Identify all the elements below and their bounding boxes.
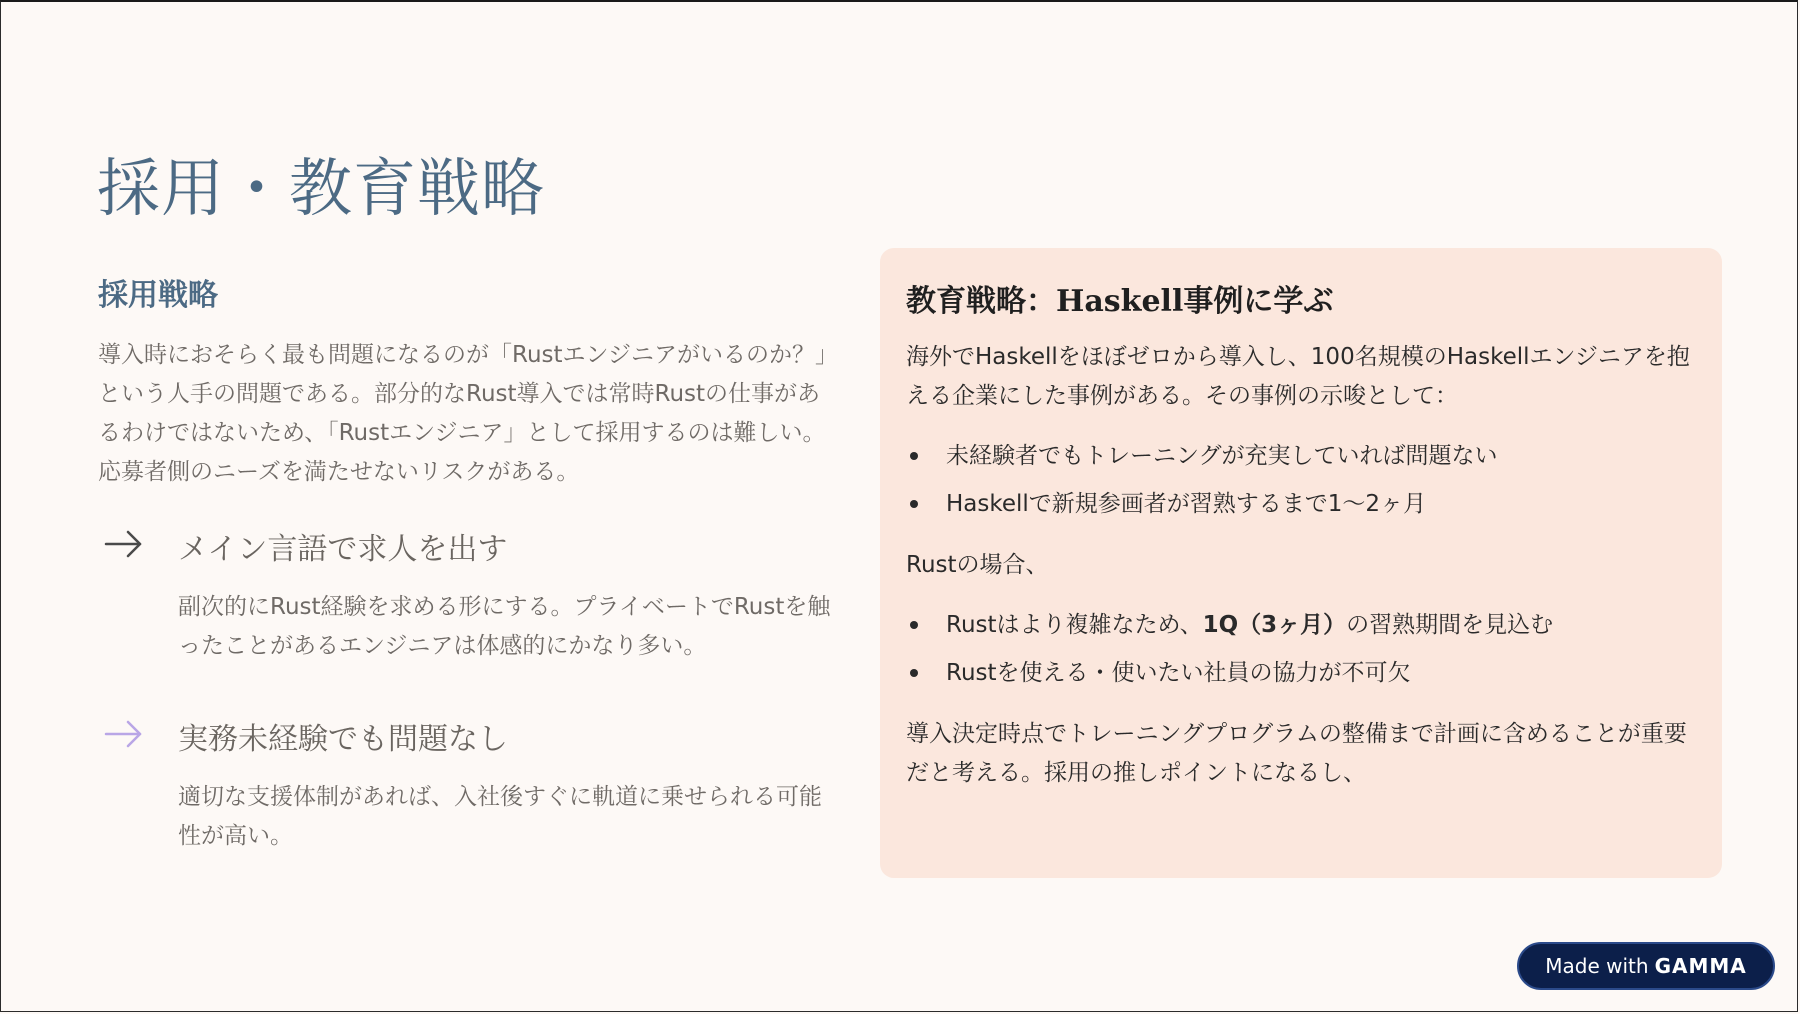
made-with-gamma-badge[interactable] [1517, 942, 1775, 990]
card-heading-suffix: 事例に学ぶ [1183, 284, 1334, 319]
gamma-logo: GAMMA [1654, 954, 1747, 978]
badge-prefix: Made with [1545, 954, 1649, 978]
list-item-text: の習熟期間を見込む [1346, 612, 1554, 638]
card-heading-name: Haskell [1056, 284, 1184, 319]
section-heading: 採用戦略 [98, 278, 218, 313]
list-item-text: Rustはより複雑なため、 [946, 612, 1203, 638]
list-item: Rustを使える・使いたい社員の協力が不可欠 [906, 649, 1696, 697]
recruiting-intro: 導入時におそらく最も問題になるのが「Rustエンジニアがいるのか？」という人手の問題である。部分的なRust導入では常時Rustの仕事があるわけではないため、「Rustエンジニア」として採用するのは難しい。応募者側のニーズを満たせないリスクがある。 [98, 342, 838, 485]
card-middle: Rustの場合、 [906, 552, 1049, 578]
card-intro: 海外でHaskellをほぼゼロから導入し、100名規模のHaskellエンジニアを抱える企業にした事例がある。その事例の示唆として： [906, 344, 1690, 409]
card-heading [906, 276, 1696, 320]
list-item [906, 601, 1696, 649]
implication-list [906, 432, 1696, 528]
card-closing: 導入決定時点でトレーニングプログラムの整備まで計画に含めることが重要だと考える。採用の推しポイントになるし、 [906, 721, 1687, 786]
list-item-emphasis: 1Q（3ヶ月） [1202, 612, 1347, 638]
point-title: 実務未経験でも問題なし [178, 722, 508, 757]
list-item: 未経験者でもトレーニングが充実していれば問題ない [906, 432, 1696, 480]
slide-title: 採用・教育戦略 [97, 152, 545, 225]
recruiting-section [98, 270, 838, 856]
arrow-right-icon [104, 528, 144, 560]
education-card [880, 248, 1722, 878]
recruiting-point [98, 524, 838, 666]
recruiting-point [98, 714, 838, 856]
arrow-right-icon [104, 718, 144, 750]
rust-list [906, 601, 1696, 697]
point-body: 適切な支援体制があれば、入社後すぐに軌道に乗せられる可能性が高い。 [178, 784, 822, 849]
card-heading-prefix: 教育戦略： [906, 284, 1056, 319]
point-body: 副次的にRust経験を求める形にする。プライベートでRustを触ったことがあるエンジニアは体感的にかなり多い。 [178, 594, 831, 659]
list-item: Haskellで新規参画者が習熟するまで1〜2ヶ月 [906, 480, 1696, 528]
point-title: メイン言語で求人を出す [178, 532, 508, 567]
